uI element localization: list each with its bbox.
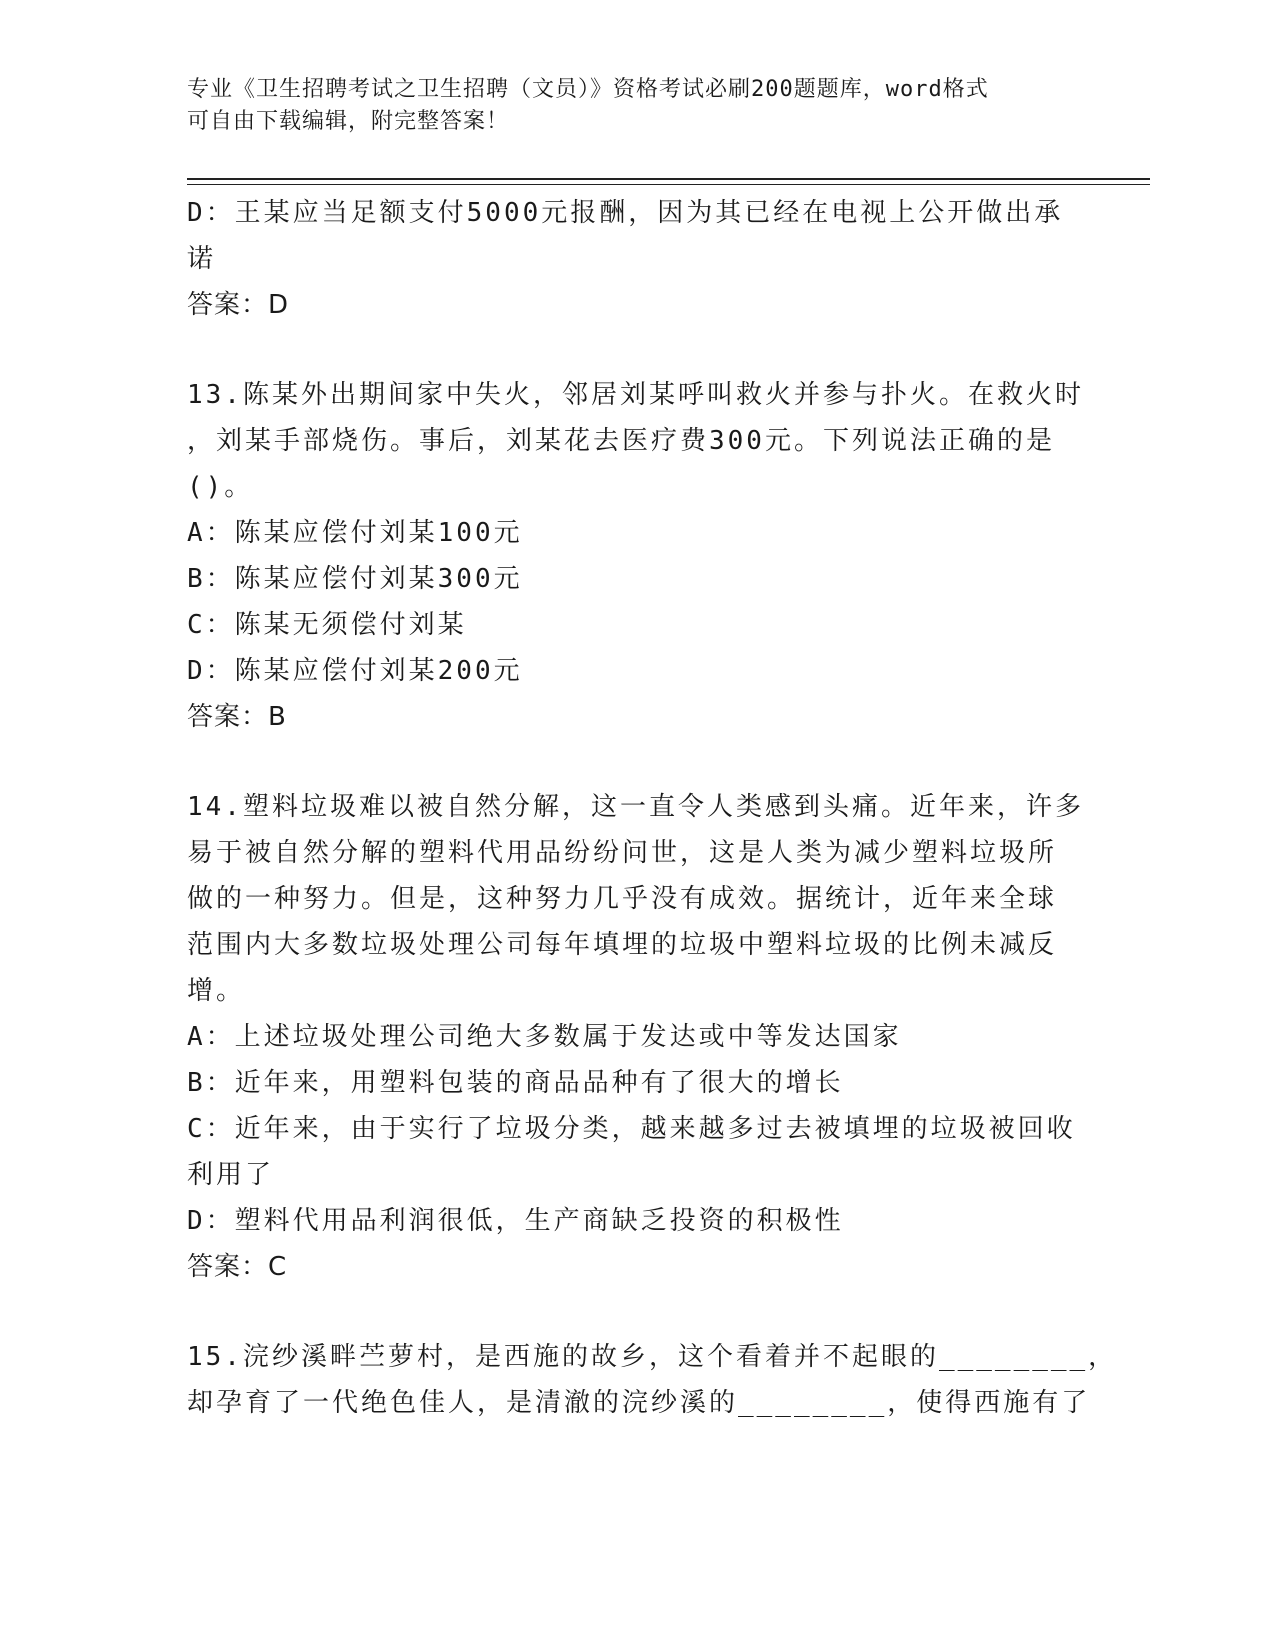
stem-line: 13.陈某外出期间家中失火，邻居刘某呼叫救火并参与扑火。在救火时: [187, 380, 1084, 410]
option-d: D：陈某应偿付刘某200元: [187, 656, 523, 686]
option-d-line-2: 诺: [187, 244, 217, 274]
answer: 答案：C: [187, 1252, 288, 1282]
stem-line: 增。: [187, 976, 246, 1006]
header-rule-thick: [187, 178, 1150, 180]
question-12-tail: [187, 190, 1087, 328]
header-line-2: 可自由下载编辑，附完整答案！: [187, 109, 510, 134]
stem-line: 却孕育了一代绝色佳人，是清澈的浣纱溪的________，使得西施有了: [187, 1388, 1091, 1418]
question-13: [187, 372, 1087, 740]
stem-line: 14.塑料垃圾难以被自然分解，这一直令人类感到头痛。近年来，许多: [187, 792, 1084, 822]
stem-line: ()。: [187, 472, 254, 502]
option-b: B：近年来，用塑料包装的商品品种有了很大的增长: [187, 1068, 844, 1098]
answer: 答案：B: [187, 702, 287, 732]
option-b: B：陈某应偿付刘某300元: [187, 564, 523, 594]
question-content: [187, 190, 1118, 1426]
option-c: C：陈某无须偿付刘某: [187, 610, 467, 640]
stem-line: ，刘某手部烧伤。事后，刘某花去医疗费300元。下列说法正确的是: [187, 426, 1055, 456]
stem-line: 做的一种努力。但是，这种努力几乎没有成效。据统计，近年来全球: [187, 884, 1058, 914]
option-c-line-1: C：近年来，由于实行了垃圾分类，越来越多过去被填埋的垃圾被回收: [187, 1114, 1076, 1144]
document-header: [187, 74, 1067, 138]
option-d: D：塑料代用品利润很低，生产商缺乏投资的积极性: [187, 1206, 844, 1236]
option-a: A：陈某应偿付刘某100元: [187, 518, 523, 548]
option-a: A：上述垃圾处理公司绝大多数属于发达或中等发达国家: [187, 1022, 902, 1052]
header-rule-thin: [187, 184, 1150, 185]
question-14: [187, 784, 1087, 1290]
answer: 答案：D: [187, 290, 290, 320]
option-d-line-1: D：王某应当足额支付5000元报酬，因为其已经在电视上公开做出承: [187, 198, 1064, 228]
option-c-line-2: 利用了: [187, 1160, 275, 1190]
stem-line: 范围内大多数垃圾处理公司每年填埋的垃圾中塑料垃圾的比例未减反: [187, 930, 1058, 960]
header-line-1: 专业《卫生招聘考试之卫生招聘（文员）》资格考试必刷200题题库，word格式: [187, 77, 989, 102]
stem-line: 15.浣纱溪畔苎萝村，是西施的故乡，这个看着并不起眼的________，: [187, 1342, 1118, 1372]
question-15: [187, 1334, 1118, 1426]
stem-line: 易于被自然分解的塑料代用品纷纷问世，这是人类为减少塑料垃圾所: [187, 838, 1058, 868]
